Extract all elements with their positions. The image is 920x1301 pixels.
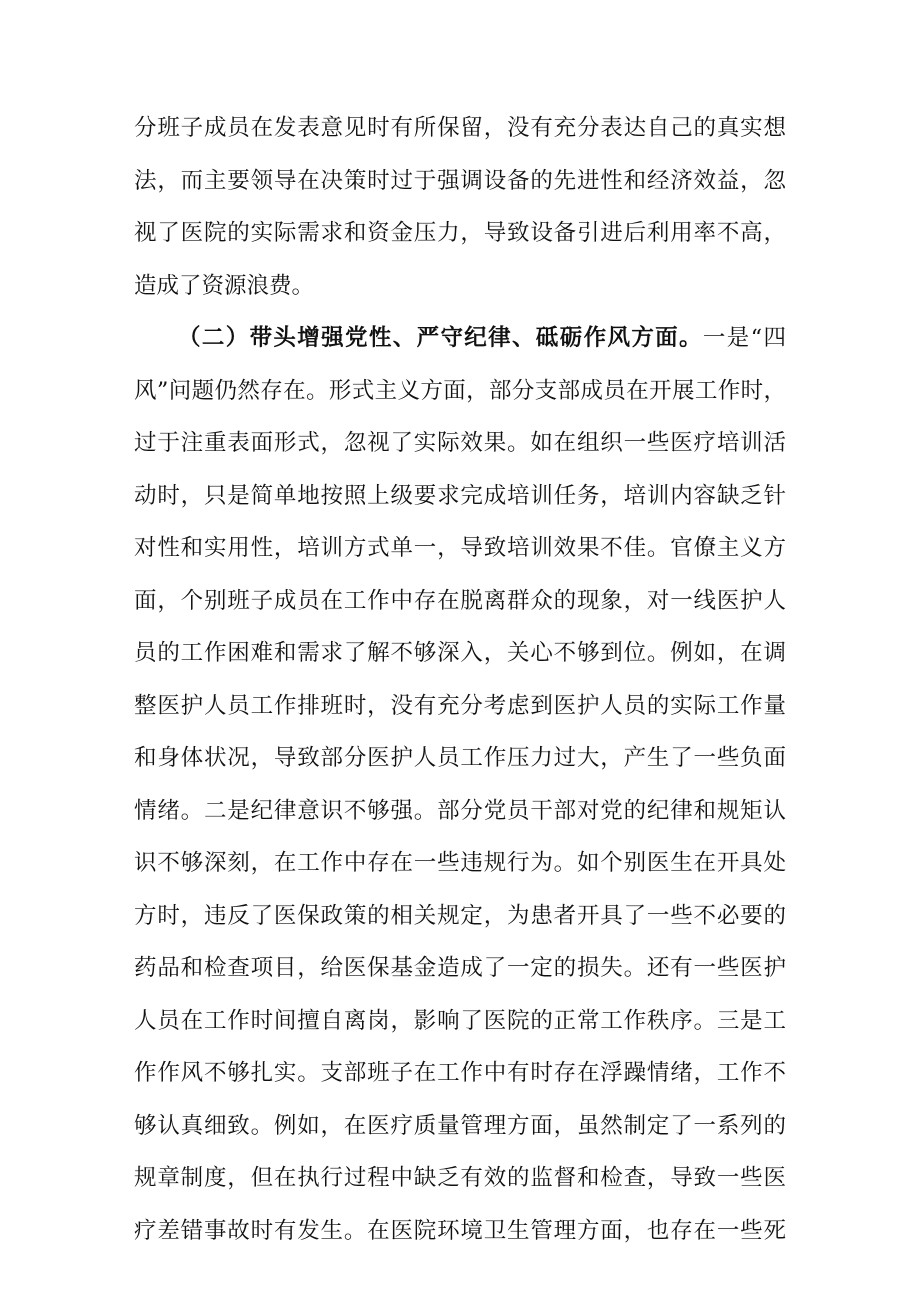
text-line: 员的工作困难和需求了解不够深入，关心不够到位。例如，在调: [134, 640, 786, 666]
section-heading-line: [178, 318, 786, 358]
text-line: 方时，违反了医保政策的相关规定，为患者开具了一些不必要的: [134, 903, 786, 929]
text-line: 够认真细致。例如，在医疗质量管理方面，虽然制定了一系列的: [134, 1113, 786, 1139]
heading-line-text: 一是“四: [702, 325, 786, 351]
text-line: 法，而主要领导在决策时过于强调设备的先进性和经济效益，忽: [134, 168, 786, 194]
text-line: 风”问题仍然存在。形式主义方面，部分支部成员在开展工作时，: [134, 378, 786, 404]
text-line: 整医护人员工作排班时，没有充分考虑到医护人员的实际工作量: [134, 693, 786, 719]
text-line: 药品和检查项目，给医保基金造成了一定的损失。还有一些医护: [134, 955, 786, 981]
text-line: 动时，只是简单地按照上级要求完成培训任务，培训内容缺乏针: [134, 483, 786, 509]
text-line: 和身体状况，导致部分医护人员工作压力过大，产生了一些负面: [134, 745, 786, 771]
section-heading: （二）带头增强党性、严守纪律、砥砺作风方面。: [178, 325, 703, 351]
text-line: 对性和实用性，培训方式单一，导致培训效果不佳。官僚主义方: [134, 535, 786, 561]
text-line: 视了医院的实际需求和资金压力，导致设备引进后利用率不高，: [134, 220, 786, 246]
text-line: 面，个别班子成员在工作中存在脱离群众的现象，对一线医护人: [134, 588, 786, 614]
text-line: 识不够深刻，在工作中存在一些违规行为。如个别医生在开具处: [134, 850, 786, 876]
text-line: 规章制度，但在执行过程中缺乏有效的监督和检查，导致一些医: [134, 1165, 786, 1191]
text-line: 过于注重表面形式，忽视了实际效果。如在组织一些医疗培训活: [134, 430, 786, 456]
text-line: 疗差错事故时有发生。在医院环境卫生管理方面，也存在一些死: [134, 1218, 786, 1244]
text-line: 情绪。二是纪律意识不够强。部分党员干部对党的纪律和规矩认: [134, 798, 786, 824]
text-line: 人员在工作时间擅自离岗，影响了医院的正常工作秩序。三是工: [134, 1008, 786, 1034]
text-line: 作作风不够扎实。支部班子在工作中有时存在浮躁情绪，工作不: [134, 1060, 786, 1086]
text-line: 造成了资源浪费。: [134, 273, 315, 299]
text-line: 分班子成员在发表意见时有所保留，没有充分表达自己的真实想: [134, 115, 786, 141]
